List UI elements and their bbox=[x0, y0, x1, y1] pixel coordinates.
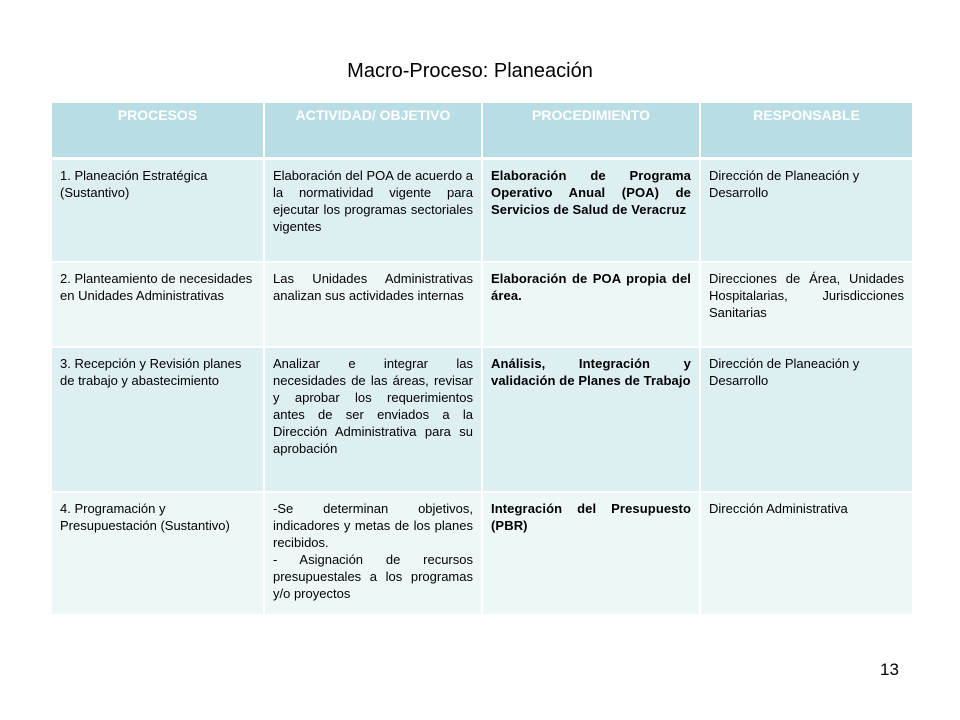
cell-proceso: 1. Planeación Estratégica (Sustantivo) bbox=[52, 159, 264, 262]
header-procedimiento: PROCEDIMIENTO bbox=[482, 103, 700, 159]
table-row bbox=[52, 347, 912, 492]
page-number: 13 bbox=[880, 660, 899, 679]
cell-responsable: Direcciones de Área, Unidades Hospitalarias, Jurisdicciones Sanitarias bbox=[700, 262, 912, 347]
cell-proceso: 4. Programación y Presupuestación (Sustantivo) bbox=[52, 492, 264, 615]
header-procesos: PROCESOS bbox=[52, 103, 264, 159]
cell-procedimiento: Elaboración de Programa Operativo Anual (POA) de Servicios de Salud de Veracruz bbox=[482, 159, 700, 262]
actividad-line-1: -Se determinan objetivos, indicadores y metas de los planes recibidos. bbox=[273, 500, 473, 550]
cell-procedimiento: Elaboración de POA propia del área. bbox=[482, 262, 700, 347]
cell-actividad: Las Unidades Administrativas analizan sus actividades internas bbox=[264, 262, 482, 347]
cell-responsable: Dirección de Planeación y Desarrollo bbox=[700, 159, 912, 262]
cell-actividad: Elaboración del POA de acuerdo a la normatividad vigente para ejecutar los programas sectoriales vigentes bbox=[264, 159, 482, 262]
cell-procedimiento: Integración del Presupuesto (PBR) bbox=[482, 492, 700, 615]
cell-responsable: Dirección Administrativa bbox=[700, 492, 912, 615]
cell-procedimiento: Análisis, Integración y validación de Planes de Trabajo bbox=[482, 347, 700, 492]
table-row bbox=[52, 159, 912, 262]
table-row bbox=[52, 492, 912, 615]
cell-actividad: Analizar e integrar las necesidades de las áreas, revisar y aprobar los requerimientos antes de ser enviados a la Dirección Administrativa para su aprobación bbox=[264, 347, 482, 492]
cell-actividad bbox=[264, 492, 482, 615]
cell-proceso: 2. Planteamiento de necesidades en Unidades Administrativas bbox=[52, 262, 264, 347]
actividad-line-2: - Asignación de recursos presupuestales a los programas y/o proyectos bbox=[273, 551, 473, 601]
table-header-row bbox=[52, 103, 912, 159]
header-actividad: ACTIVIDAD/ OBJETIVO bbox=[264, 103, 482, 159]
cell-responsable: Dirección de Planeación y Desarrollo bbox=[700, 347, 912, 492]
header-responsable: RESPONSABLE bbox=[700, 103, 912, 159]
page-title: Macro-Proceso: Planeación bbox=[347, 60, 593, 82]
cell-proceso: 3. Recepción y Revisión planes de trabajo y abastecimiento bbox=[52, 347, 264, 492]
table-row bbox=[52, 262, 912, 347]
process-table bbox=[52, 103, 912, 616]
